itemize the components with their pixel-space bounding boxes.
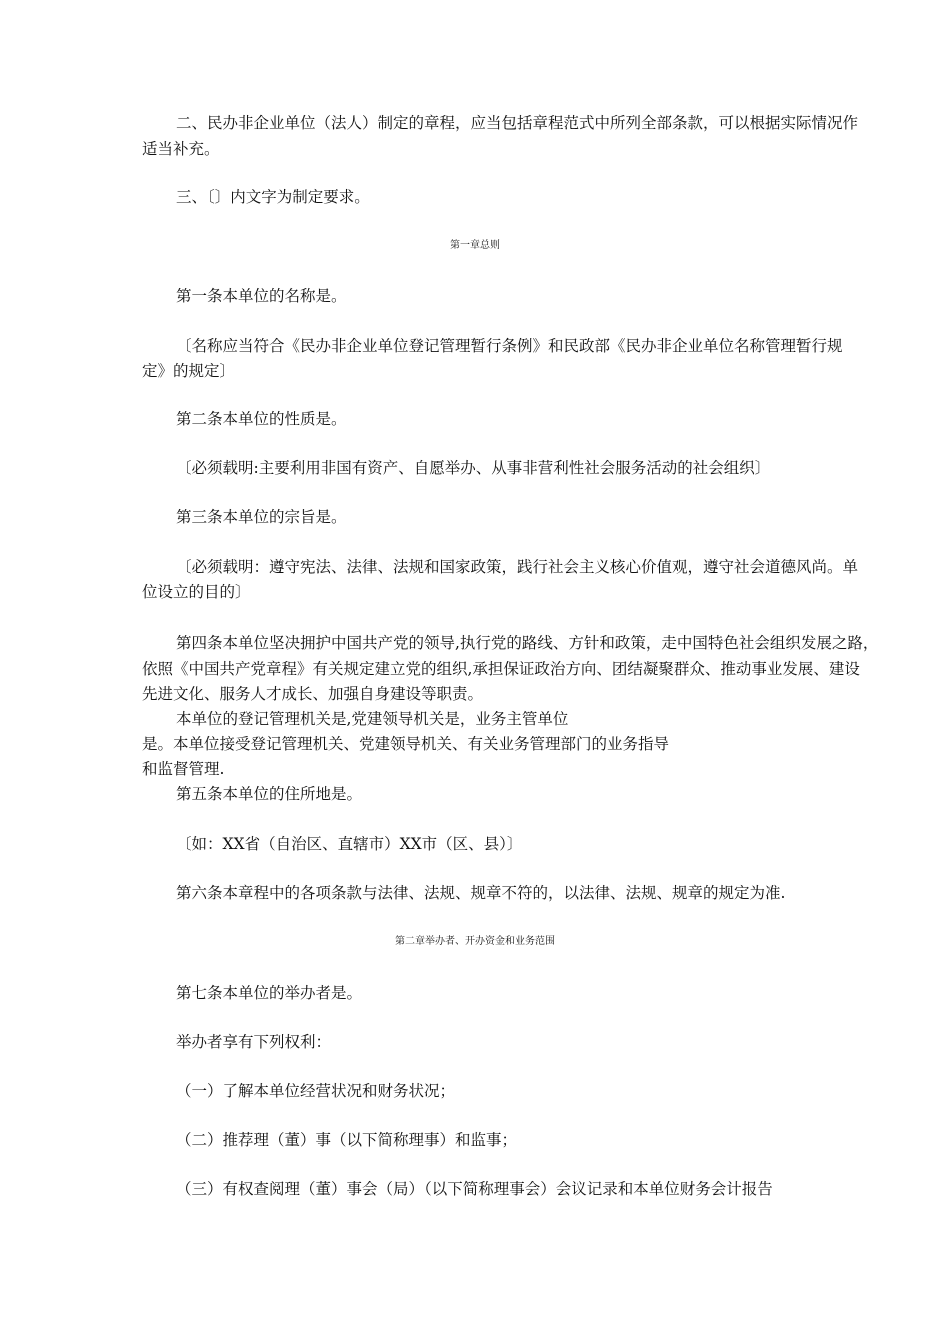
chapter-2-heading: 第二章举办者、开办资金和业务范围 xyxy=(395,936,555,947)
article-5: 第五条本单位的住所地是。 xyxy=(176,785,363,803)
founder-right-2: （二）推荐理（董）事（以下简称理事）和监事； xyxy=(176,1131,518,1149)
founder-right-3: （三）有权查阅理（董）事会（局）（以下简称理事会）会议记录和本单位财务会计报告 xyxy=(176,1180,773,1198)
article-4-line-4: 本单位的登记管理机关是,党建领导机关是，业务主管单位 xyxy=(176,710,569,728)
article-4-line-2: 依照《中国共产党章程》有关规定建立党的组织,承担保证政治方向、团结凝聚群众、推动事业发展、建设 xyxy=(142,660,860,678)
article-4-line-3: 先进文化、服务人才成长、加强自身建设等职责。 xyxy=(142,685,484,703)
founder-right-1: （一）了解本单位经营状况和财务状况； xyxy=(176,1082,456,1100)
chapter-1-heading: 第一章总则 xyxy=(450,240,500,251)
founder-rights-intro: 举办者享有下列权利： xyxy=(176,1033,332,1051)
article-6: 第六条本章程中的各项条款与法律、法规、规章不符的，以法律、法规、规章的规定为准. xyxy=(176,884,786,902)
intro-item-2-line-2: 适当补充。 xyxy=(142,140,220,158)
article-1: 第一条本单位的名称是。 xyxy=(176,287,347,305)
article-3: 第三条本单位的宗旨是。 xyxy=(176,508,347,526)
article-3-note-line-1: 〔必须载明：遵守宪法、法律、法规和国家政策，践行社会主义核心价值观，遵守社会道德风尚。单 xyxy=(176,558,859,576)
article-2-note: 〔必须载明:主要利用非国有资产、自愿举办、从事非营利性社会服务活动的社会组织〕 xyxy=(176,459,771,477)
article-5-note: 〔如：XX省（自治区、直辖市）XX市（区、县）〕 xyxy=(176,835,523,853)
article-1-note-line-1: 〔名称应当符合《民办非企业单位登记管理暂行条例》和民政部《民办非企业单位名称管理暂行规 xyxy=(176,337,843,355)
article-1-note-line-2: 定》的规定〕 xyxy=(142,362,236,380)
intro-item-2-line-1: 二、民办非企业单位（法人）制定的章程，应当包括章程范式中所列全部条款，可以根据实际情况作 xyxy=(176,114,859,132)
article-4-line-5: 是。本单位接受登记管理机关、党建领导机关、有关业务管理部门的业务指导 xyxy=(142,735,670,753)
article-3-note-line-2: 位设立的目的〕 xyxy=(142,583,251,601)
article-4-line-6: 和监督管理. xyxy=(142,760,225,778)
article-2: 第二条本单位的性质是。 xyxy=(176,410,347,428)
article-4-line-1: 第四条本单位坚决拥护中国共产党的领导,执行党的路线、方针和政策，走中国特色社会组织发展之路， xyxy=(176,634,879,652)
article-7: 第七条本单位的举办者是。 xyxy=(176,984,363,1002)
intro-item-3: 三、〔〕内文字为制定要求。 xyxy=(176,188,370,206)
